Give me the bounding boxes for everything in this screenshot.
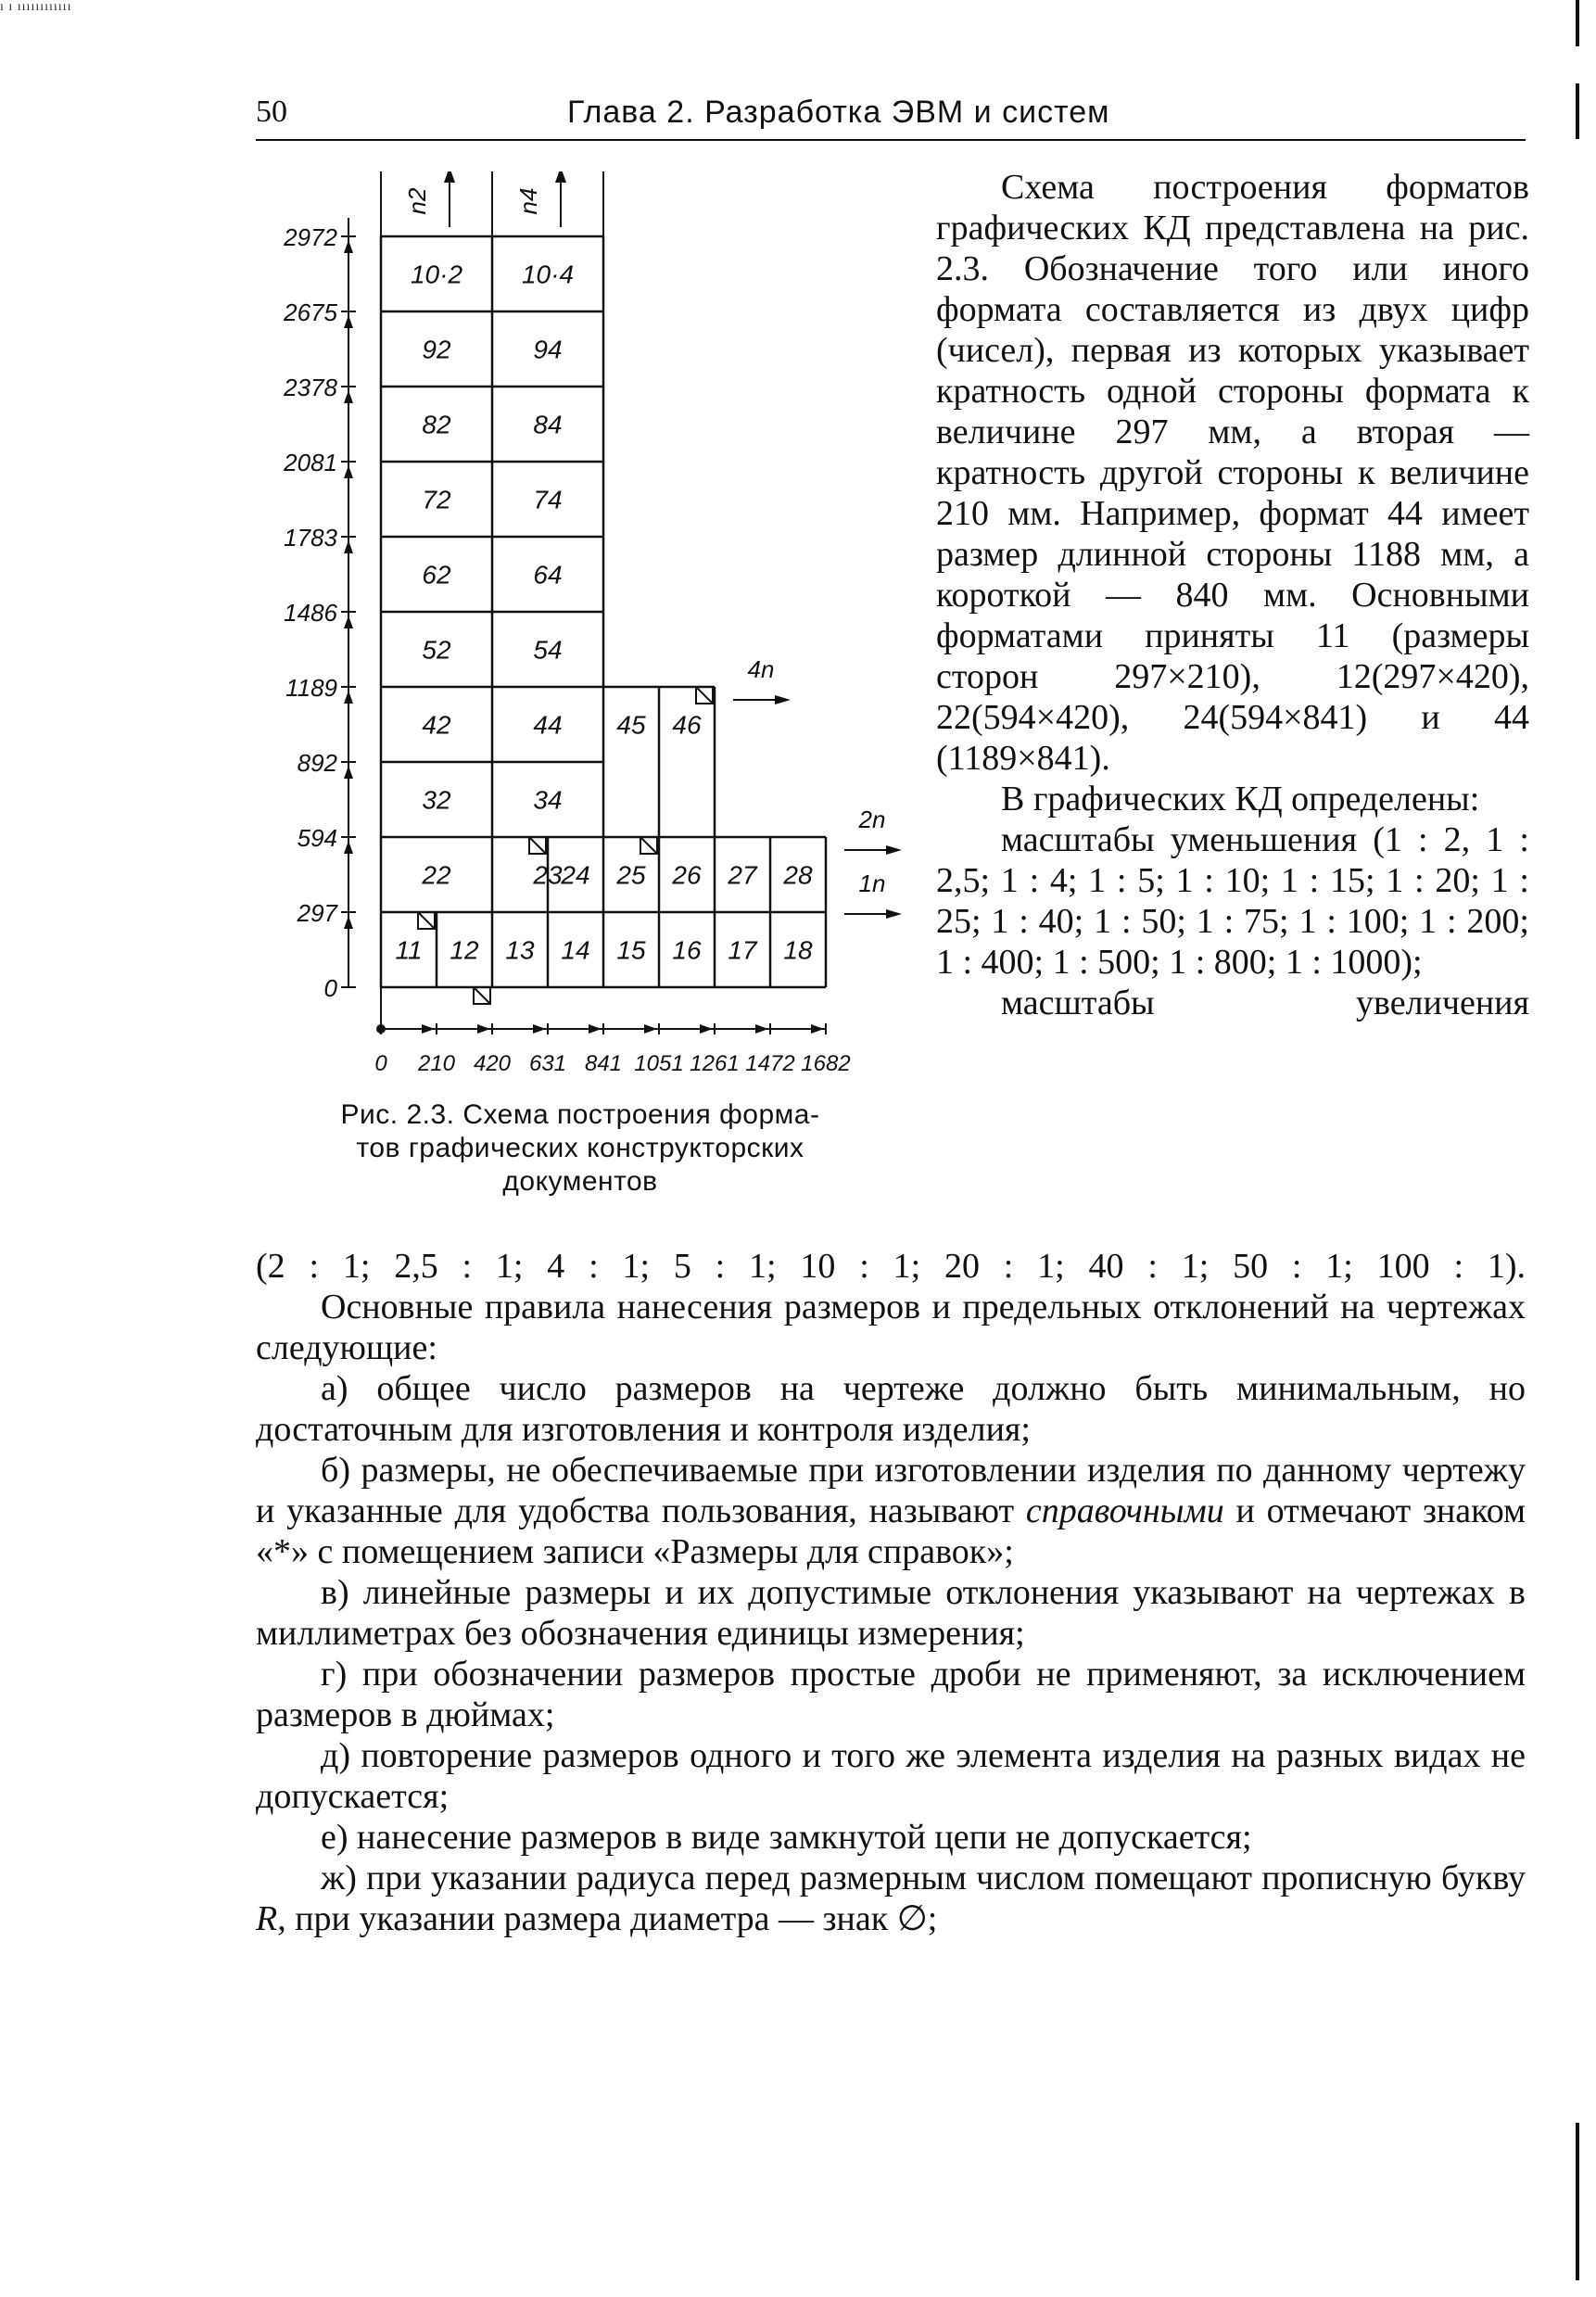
scan-marks: ı ı ıııııııııııı [0,0,72,14]
cell-label: 16 [672,935,702,965]
cell-label: 18 [783,935,813,965]
paragraph: масштабы уменьшения (1 : 2, 1 : 2,5; 1 : 4; 1 : 5; 1 : 10; 1 : 15; 1 : 20; 1 : 25; 1 : 40; 1 : 50; 1 : 75; 1 : 100; 1 : 200; 1 : 400; 1 : 500; 1 : 800; 1 : 1000); [936,820,1529,982]
cell-label: 62 [422,560,451,590]
cell-label: 17 [728,935,757,965]
corner-marker-diagonal [474,987,490,1004]
y-tick-label: 1783 [284,524,337,552]
x-tick-label: 841 [584,1051,623,1076]
direction-arrow-head [886,845,902,855]
page-header [256,91,1526,141]
y-arrow [344,390,353,403]
figure-2-3 [256,171,905,1197]
y-tick-label: 1189 [285,674,337,702]
format-diagram [256,171,905,1089]
y-tick-label: 594 [297,824,337,852]
cell-label: 10·2 [410,260,463,289]
direction-label: 4n [747,655,775,683]
list-item [256,1858,1526,1939]
cell-label: 12 [450,935,479,965]
cell-label: 44 [533,710,563,740]
top-annotation: n2 [403,187,431,215]
x-arrow [811,1024,824,1034]
y-arrow [344,465,353,478]
paragraph: (2 : 1; 2,5 : 1; 4 : 1; 5 : 1; 10 : 1; 20 : 1; 40 : 1; 50 : 1; 100 : 1). [256,1247,1526,1286]
paragraph: масштабы увеличения [1001,984,1529,1022]
cell-label: 27 [728,860,757,890]
direction-arrow-head [775,695,791,704]
x-tick-label: 210 [417,1051,456,1076]
top-annotation: n4 [514,187,542,215]
cell-label: 13 [505,935,535,965]
cell-label: 74 [533,485,563,514]
text: б) размеры, не обеспечиваемые при изготовлении изделия по данному чертежу и указанные для удобства пользования, называют [256,1451,1526,1530]
margin-mark [1576,0,1579,46]
y-tick-label: 892 [297,749,337,777]
cell-label: 42 [422,710,451,740]
cell-label: 24 [561,860,590,890]
y-arrow [344,841,353,854]
y-arrow [344,315,353,328]
cell-label: 28 [783,860,813,890]
list-item: в) линейные размеры и их допустимые отклонения указывают на чертежах в миллиметрах без обозначения единицы измерения; [256,1573,1526,1653]
x-arrow [422,1024,435,1034]
cell-label: 64 [533,560,563,590]
emphasis: справочными [1025,1491,1224,1530]
x-arrow [755,1024,768,1034]
list-item: г) при обозначении размеров простые дроби не применяют, за исключением размеров в дюймах; [256,1655,1526,1734]
cell-label: 94 [533,335,563,364]
corner-marker-diagonal [418,912,435,929]
emphasis: R [256,1899,278,1938]
list-item: е) нанесение размеров в виде замкнутой цепи не допускается; [321,1818,1252,1857]
y-arrow [344,766,353,779]
cell-label: 32 [422,785,451,815]
corner-marker-diagonal [640,837,657,854]
corner-marker-diagonal [529,837,546,854]
y-arrow [344,916,353,929]
cell-label: 46 [672,710,702,740]
y-arrow [344,615,353,628]
x-arrow [477,1024,490,1034]
caption-line: документов [502,1166,658,1197]
cell-label: 25 [616,860,646,890]
cell-label: 34 [533,785,563,815]
y-arrow [344,540,353,553]
cell-label: 84 [533,410,563,439]
paragraph: В графических КД определены: [1001,780,1480,819]
y-tick-label: 297 [297,899,337,927]
list-item [256,1450,1526,1572]
body-text [256,1246,1526,1939]
right-column-text [936,167,1529,1023]
list-item: д) повторение размеров одного и того же элемента изделия на разных видах не допускается; [256,1736,1526,1816]
x-arrow [700,1024,713,1034]
direction-arrow-head [886,909,902,919]
top-arrow-head [555,171,566,183]
text: и отмечают знаком «*» с помещением записи «Размеры для справок»; [256,1491,1526,1571]
y-tick-label: 2378 [284,374,337,401]
cell-label: 92 [422,335,451,364]
cell-label: 54 [533,635,563,665]
x-arrow [644,1024,657,1034]
caption-line: Рис. 2.3. Схема построения форма- [340,1099,820,1130]
cell-label: 14 [561,935,590,965]
text: , при указании размера диаметра — знак ∅; [277,1899,938,1938]
y-arrow [344,691,353,704]
x-tick-label: 420 [473,1051,512,1076]
x-tick-label: 631 [528,1051,567,1076]
y-tick-label: 2675 [284,298,337,326]
list-item: а) общее число размеров на чертеже должно быть минимальным, но достаточным для изготовления и контроля изделия; [256,1369,1526,1449]
cell-label: 15 [616,935,646,965]
cell-label: 52 [422,635,451,665]
y-tick-label: 2972 [284,223,337,251]
paragraph: Основные правила нанесения размеров и предельных отклонений на чертежах следующие: [256,1288,1526,1367]
paragraph: Схема построения форматов графических КД представлена на рис. 2.3. Обозначение того или иного формата составляется из двух цифр (чисел), первая из которых указывает кратность одной стороны формата к величине 297 мм, а вторая — кратность другой стороны к величине 210 мм. Например, формат 44 имеет размер длинной стороны 1188 мм, а короткой — 840 мм. Основными форматами приняты 11 (размеры сторон 297×210), 12(297×420), 22(594×420), 24(594×841) и 44 (1189×841). [936,168,1529,778]
running-head: Глава 2. Разработка ЭВМ и систем [567,95,1110,130]
cell-label: 22 [422,860,451,890]
page-number: 50 [256,95,287,129]
margin-mark [1576,2123,1579,2280]
y-arrow [344,240,353,253]
x-arrow [533,1024,546,1034]
y-tick-label: 1486 [284,599,337,627]
cell-label: 82 [422,410,451,439]
x-tick-label: 1261 [690,1051,740,1076]
cell-label: 11 [395,935,423,965]
y-tick-label: 2081 [284,449,337,476]
cell-label: 72 [422,485,451,514]
y-tick-label: 0 [323,974,337,1002]
caption-line: тов графических конструкторских [356,1133,804,1163]
cell-label: 23 [533,860,563,890]
cell-label: 26 [672,860,702,890]
cell-label: 45 [616,710,646,740]
x-tick-label: 1682 [801,1051,851,1076]
cell-label: 10·4 [521,260,575,289]
corner-marker-diagonal [696,687,713,704]
direction-label: 1n [858,869,886,897]
margin-mark [1576,83,1579,139]
x-tick-label: 1472 [745,1051,795,1076]
text: ж) при указании радиуса перед размерным числом помещают прописную букву [321,1859,1526,1897]
figure-caption [256,1098,905,1199]
x-arrow [589,1024,602,1034]
x-tick-label: 1051 [634,1051,684,1076]
top-arrow-head [444,171,455,183]
x-tick-label: 0 [374,1051,387,1076]
direction-label: 2n [858,806,886,833]
